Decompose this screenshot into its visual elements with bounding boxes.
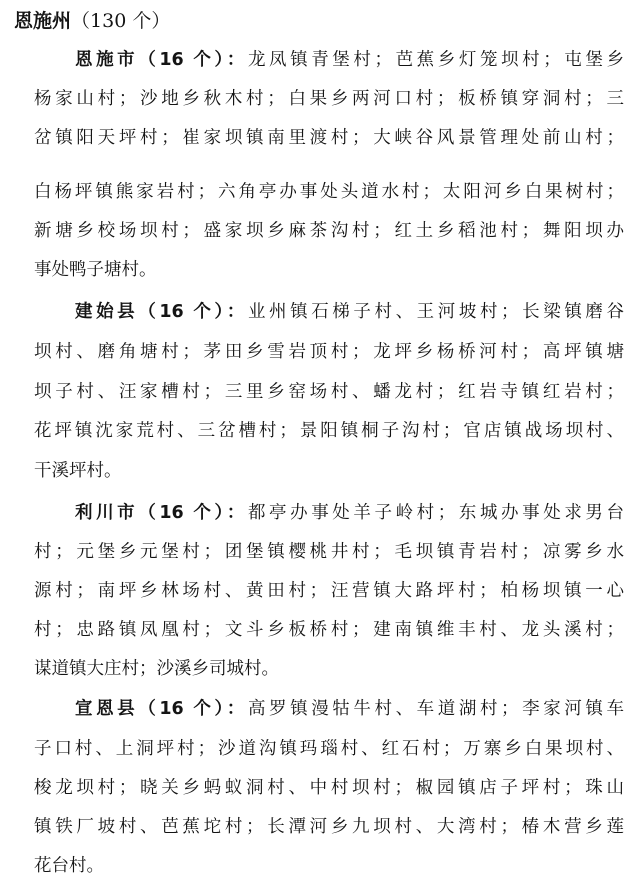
paragraph-line: 村；元堡乡元堡村；团堡镇樱桃井村；毛坝镇青岩村；凉雾乡水 bbox=[34, 542, 624, 562]
paragraph-line: 新塘乡校场坝村；盛家坝乡麻茶沟村；红土乡稻池村；舞阳坝办 bbox=[34, 221, 624, 241]
paragraph-line: 事处鸭子塘村。 bbox=[34, 260, 157, 280]
paragraph-line: 花台村。 bbox=[34, 856, 104, 876]
paragraph-line: 谋道镇大庄村；沙溪乡司城村。 bbox=[34, 659, 279, 679]
county-heading: 宣恩县（16 个）： bbox=[75, 699, 248, 719]
village-list-text: 都亭办事处羊子岭村；东城办事处求男台 bbox=[247, 503, 624, 523]
prefecture-count: （130 个） bbox=[71, 10, 171, 32]
paragraph-line bbox=[75, 694, 624, 724]
paragraph-line: 杨家山村；沙地乡秋木村；白果乡两河口村；板桥镇穿洞村；三 bbox=[34, 89, 624, 109]
paragraph-line: 坝村、磨角塘村；茅田乡雪岩顶村；龙坪乡杨桥河村；高坪镇塘 bbox=[34, 342, 624, 362]
paragraph-line bbox=[75, 498, 624, 528]
paragraph-line: 白杨坪镇熊家岩村；六角亭办事处头道水村；太阳河乡白果树村； bbox=[34, 182, 624, 202]
village-list-text: 业州镇石梯子村、王河坡村；长梁镇磨谷 bbox=[247, 302, 624, 322]
paragraph-line bbox=[75, 45, 624, 75]
paragraph-line bbox=[75, 297, 624, 327]
paragraph-line: 源村；南坪乡林场村、黄田村；汪营镇大路坪村；柏杨坝镇一心 bbox=[34, 581, 624, 601]
paragraph-line: 村；忠路镇凤凰村；文斗乡板桥村；建南镇维丰村、龙头溪村； bbox=[34, 620, 624, 640]
paragraph-line: 干溪坪村。 bbox=[34, 461, 122, 481]
paragraph-line: 岔镇阳天坪村；崔家坝镇南里渡村；大峡谷风景管理处前山村； bbox=[34, 128, 624, 148]
paragraph-line: 子口村、上洞坪村；沙道沟镇玛瑙村、红石村；万寨乡白果坝村、 bbox=[34, 739, 624, 759]
prefecture-name: 恩施州 bbox=[14, 10, 72, 32]
county-heading: 建始县（16 个）： bbox=[75, 302, 248, 322]
paragraph-line: 梭龙坝村；晓关乡蚂蚁洞村、中村坝村；椒园镇店子坪村；珠山 bbox=[34, 778, 624, 798]
county-heading: 恩施市（16 个）： bbox=[75, 50, 248, 70]
paragraph-line: 坝子村、汪家槽村；三里乡窑场村、蟠龙村；红岩寺镇红岩村； bbox=[34, 382, 624, 402]
paragraph-line: 镇铁厂坡村、芭蕉坨村；长潭河乡九坝村、大湾村；椿木营乡莲 bbox=[34, 817, 624, 837]
county-heading: 利川市（16 个）： bbox=[75, 503, 248, 523]
prefecture-heading bbox=[14, 6, 170, 36]
village-list-text: 龙凤镇青堡村；芭蕉乡灯笼坝村；屯堡乡 bbox=[247, 50, 624, 70]
village-list-text: 高罗镇漫牯牛村、车道湖村；李家河镇车 bbox=[247, 699, 624, 719]
paragraph-line: 花坪镇沈家荒村、三岔槽村；景阳镇桐子沟村；官店镇战场坝村、 bbox=[34, 421, 624, 441]
